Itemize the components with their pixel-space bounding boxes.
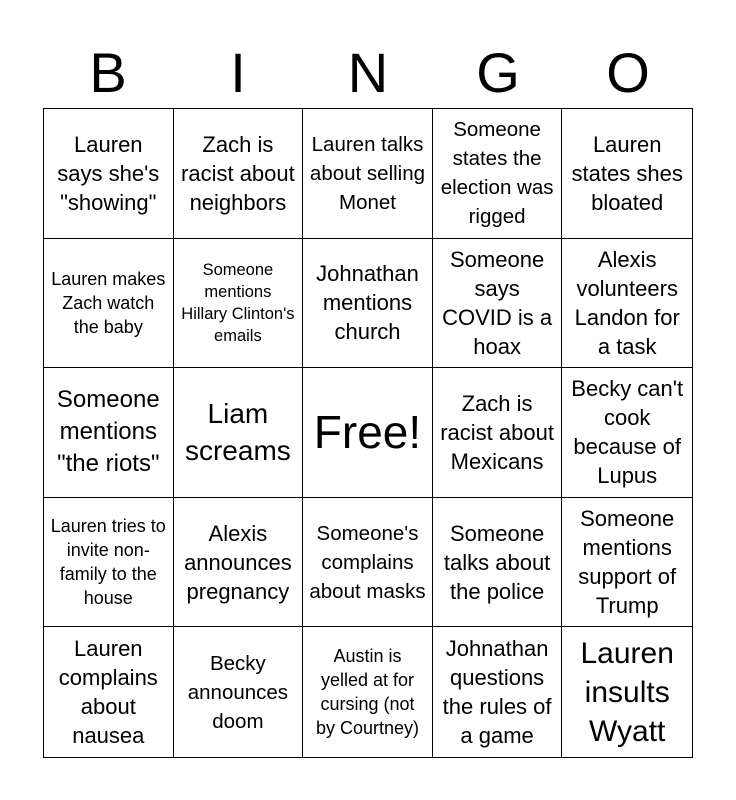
- bingo-cell-r1-c2[interactable]: [174, 109, 304, 239]
- cell-text: Johnathan questions the rules of a game: [442, 636, 552, 749]
- cell-text: Someone talks about the police: [443, 520, 551, 604]
- bingo-cell-r2-c2[interactable]: [174, 239, 304, 369]
- cell-text: Zach is racist about Mexicans: [440, 390, 554, 474]
- cell-text: Lauren states shes bloated: [571, 131, 683, 215]
- header-letter-b: B: [89, 41, 127, 104]
- bingo-cell-r3-c5[interactable]: [562, 368, 692, 498]
- bingo-header: [43, 38, 693, 108]
- cell-text: Austin is yelled at for cursing (not by Courtney): [315, 646, 420, 739]
- cell-text: Johnathan mentions church: [316, 261, 419, 345]
- cell-text: Someone states the election was rigged: [440, 118, 554, 229]
- cell-text: Lauren makes Zach watch the baby: [51, 268, 166, 337]
- cell-text: Someone says COVID is a hoax: [442, 246, 553, 359]
- cell-text: Alexis volunteers Landon for a task: [574, 246, 680, 359]
- header-letter-i: I: [230, 41, 246, 104]
- bingo-cell-r3-c1[interactable]: [44, 368, 174, 498]
- cell-text: Becky announces doom: [187, 651, 289, 733]
- bingo-cell-r5-c5[interactable]: [562, 627, 692, 757]
- bingo-card: [43, 108, 693, 758]
- cell-text: Becky can't cook because of Lupus: [571, 376, 684, 489]
- bingo-cell-r2-c1[interactable]: [44, 239, 174, 369]
- cell-text: Lauren insults Wyatt: [580, 636, 674, 748]
- bingo-cell-r4-c1[interactable]: [44, 498, 174, 628]
- bingo-cell-r4-c3[interactable]: [303, 498, 433, 628]
- cell-text: Lauren talks about selling Monet: [309, 132, 426, 214]
- cell-text: Someone mentions Hillary Clinton's emails: [181, 260, 295, 345]
- bingo-cell-r1-c5[interactable]: [562, 109, 692, 239]
- header-letter-n: N: [347, 41, 389, 104]
- cell-text: Zach is racist about neighbors: [181, 131, 295, 215]
- free-space-cell[interactable]: [303, 368, 433, 498]
- bingo-cell-r3-c2[interactable]: [174, 368, 304, 498]
- header-letter-o: O: [606, 41, 650, 104]
- cell-text: Lauren complains about nausea: [58, 636, 158, 749]
- bingo-cell-r2-c3[interactable]: [303, 239, 433, 369]
- cell-text: Someone mentions support of Trump: [578, 506, 677, 619]
- bingo-cell-r4-c2[interactable]: [174, 498, 304, 628]
- bingo-cell-r5-c2[interactable]: [174, 627, 304, 757]
- header-letter-g: G: [476, 41, 520, 104]
- cell-text: Lauren tries to invite non-family to the house: [50, 516, 166, 609]
- bingo-cell-r2-c4[interactable]: [433, 239, 563, 369]
- bingo-cell-r4-c4[interactable]: [433, 498, 563, 628]
- cell-text: Someone mentions "the riots": [56, 386, 160, 478]
- cell-text: Liam screams: [184, 398, 291, 467]
- bingo-cell-r1-c4[interactable]: [433, 109, 563, 239]
- cell-text: Someone's complains about masks: [309, 521, 426, 603]
- bingo-cell-r1-c3[interactable]: [303, 109, 433, 239]
- bingo-cell-r4-c5[interactable]: [562, 498, 692, 628]
- bingo-cell-r5-c4[interactable]: [433, 627, 563, 757]
- free-space-label: Free!: [313, 406, 422, 459]
- bingo-cell-r5-c1[interactable]: [44, 627, 174, 757]
- cell-text: Alexis announces pregnancy: [184, 520, 292, 604]
- bingo-cell-r2-c5[interactable]: [562, 239, 692, 369]
- cell-text: Lauren says she's "showing": [57, 131, 160, 215]
- bingo-cell-r3-c4[interactable]: [433, 368, 563, 498]
- bingo-cell-r1-c1[interactable]: [44, 109, 174, 239]
- bingo-cell-r5-c3[interactable]: [303, 627, 433, 757]
